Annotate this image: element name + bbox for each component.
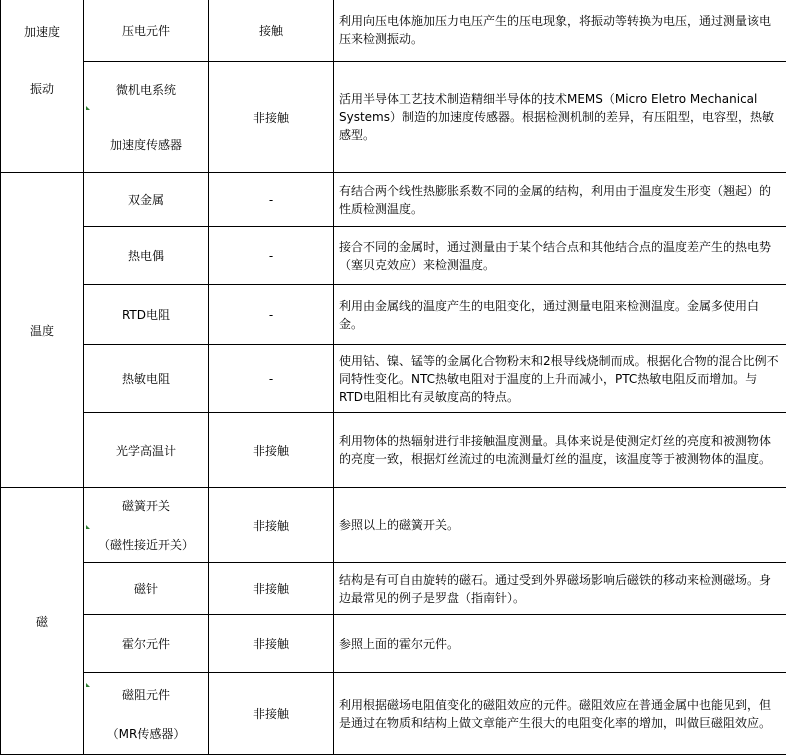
method-value: 非接触 (253, 519, 289, 533)
sensor-name-line2: （磁性接近开关） (84, 536, 208, 553)
category-temperature-label: 温度 (30, 324, 54, 338)
category-magnetic-label: 磁 (36, 615, 48, 629)
description-text: 活用半导体工艺技术制造精细半导体的技术MEMS（Micro Eletro Mechanical Systems）制造的加速度传感器。根据检测机制的差异，有压阻型，电容型，热敏感型。 (339, 92, 774, 142)
method-value: 非接触 (253, 707, 289, 721)
sensor-name: RTD电阻 (122, 308, 170, 322)
description-cell (334, 615, 786, 673)
description-cell (334, 413, 786, 488)
method-cell (209, 488, 334, 563)
table-row (1, 413, 786, 488)
sensor-name-cell (84, 673, 209, 755)
table-row (1, 488, 786, 563)
category-cell-temperature (1, 173, 84, 488)
sensor-name: 压电元件 (122, 24, 170, 38)
description-cell (334, 62, 786, 173)
sensor-name-cell (84, 488, 209, 563)
category-accel-label: 加速度 (1, 23, 83, 40)
method-cell (209, 615, 334, 673)
sensor-name-cell (84, 285, 209, 345)
method-cell (209, 345, 334, 413)
sensor-name-cell (84, 173, 209, 227)
category-cell-acceleration-vibration (1, 0, 84, 173)
method-value: 接触 (259, 24, 283, 38)
description-text: 利用物体的热辐射进行非接触温度测量。具体来说是使测定灯丝的亮度和被测物体的亮度一致，根据灯丝流过的电流测量灯丝的温度，该温度等于被测物体的温度。 (339, 434, 771, 466)
comment-marker-icon (86, 683, 90, 687)
sensor-name-cell (84, 62, 209, 173)
description-text: 参照上面的霍尔元件。 (339, 637, 459, 651)
method-value: - (269, 249, 273, 263)
sensor-name: 双金属 (128, 193, 164, 207)
method-value: - (269, 308, 273, 322)
method-value: 非接触 (253, 637, 289, 651)
description-cell (334, 0, 786, 62)
method-cell (209, 227, 334, 285)
sensor-name-line2: 加速度传感器 (84, 136, 208, 153)
table-row (1, 615, 786, 673)
table-row (1, 563, 786, 615)
sensor-name-line1: 微机电系统 (84, 81, 208, 98)
sensor-name: 磁针 (134, 582, 158, 596)
table-row (1, 345, 786, 413)
category-vibration-label: 振动 (1, 80, 83, 97)
sensor-name: 霍尔元件 (122, 637, 170, 651)
table-row (1, 62, 786, 173)
sensor-name-cell (84, 413, 209, 488)
description-text: 利用根据磁场电阻值变化的磁阻效应的元件。磁阻效应在普通金属中也能见到，但是通过在物质和结构上做文章能产生很大的电阻变化率的增加，叫做巨磁阻效应。 (339, 698, 771, 730)
table-row (1, 227, 786, 285)
description-cell (334, 285, 786, 345)
method-cell (209, 173, 334, 227)
description-text: 有结合两个线性热膨胀系数不同的金属的结构，利用由于温度发生形变（翘起）的性质检测温度。 (339, 184, 771, 216)
description-cell (334, 673, 786, 755)
table-row (1, 673, 786, 755)
description-cell (334, 227, 786, 285)
sensor-name: 热敏电阻 (122, 372, 170, 386)
description-cell (334, 173, 786, 227)
method-value: 非接触 (253, 111, 289, 125)
method-value: 非接触 (253, 582, 289, 596)
table-row (1, 0, 786, 62)
description-text: 利用向压电体施加压力电压产生的压电现象，将振动等转换为电压，通过测量该电压来检测振动。 (339, 14, 771, 46)
method-value: - (269, 193, 273, 207)
method-value: 非接触 (253, 444, 289, 458)
description-text: 结构是有可自由旋转的磁石。通过受到外界磁场影响后磁铁的移动来检测磁场。身边最常见的例子是罗盘（指南针）。 (339, 573, 771, 605)
sensor-name-line2: （MR传感器） (84, 725, 208, 742)
method-cell (209, 0, 334, 62)
description-cell (334, 345, 786, 413)
method-cell (209, 62, 334, 173)
sensor-name-line1: 磁簧开关 (84, 497, 208, 514)
description-text: 接合不同的金属时，通过测量由于某个结合点和其他结合点的温度差产生的热电势（塞贝克效应）来检测温度。 (339, 240, 771, 272)
comment-marker-icon (86, 525, 90, 529)
method-cell (209, 285, 334, 345)
sensor-name: 热电偶 (128, 249, 164, 263)
description-cell (334, 488, 786, 563)
sensor-name-line1: 磁阻元件 (84, 686, 208, 703)
description-text: 参照以上的磁簧开关。 (339, 518, 459, 532)
description-text: 使用钴、镍、锰等的金属化合物粉末和2根导线烧制而成。根据化合物的混合比例不同特性变化。NTC热敏电阻对于温度的上升而减小，PTC热敏电阻反而增加。与RTD电阻相比有灵敏度高的特点。 (339, 354, 779, 404)
description-cell (334, 563, 786, 615)
table-row (1, 285, 786, 345)
category-cell-magnetic (1, 488, 84, 755)
sensor-name-cell (84, 0, 209, 62)
method-cell (209, 563, 334, 615)
method-cell (209, 413, 334, 488)
method-cell (209, 673, 334, 755)
description-text: 利用由金属线的温度产生的电阻变化，通过测量电阻来检测温度。金属多使用白金。 (339, 299, 759, 331)
sensor-name: 光学高温计 (116, 444, 176, 458)
sensor-name-cell (84, 563, 209, 615)
table-row (1, 173, 786, 227)
sensor-name-cell (84, 615, 209, 673)
comment-marker-icon (86, 106, 90, 110)
method-value: - (269, 372, 273, 386)
sensor-name-cell (84, 227, 209, 285)
sensor-name-cell (84, 345, 209, 413)
